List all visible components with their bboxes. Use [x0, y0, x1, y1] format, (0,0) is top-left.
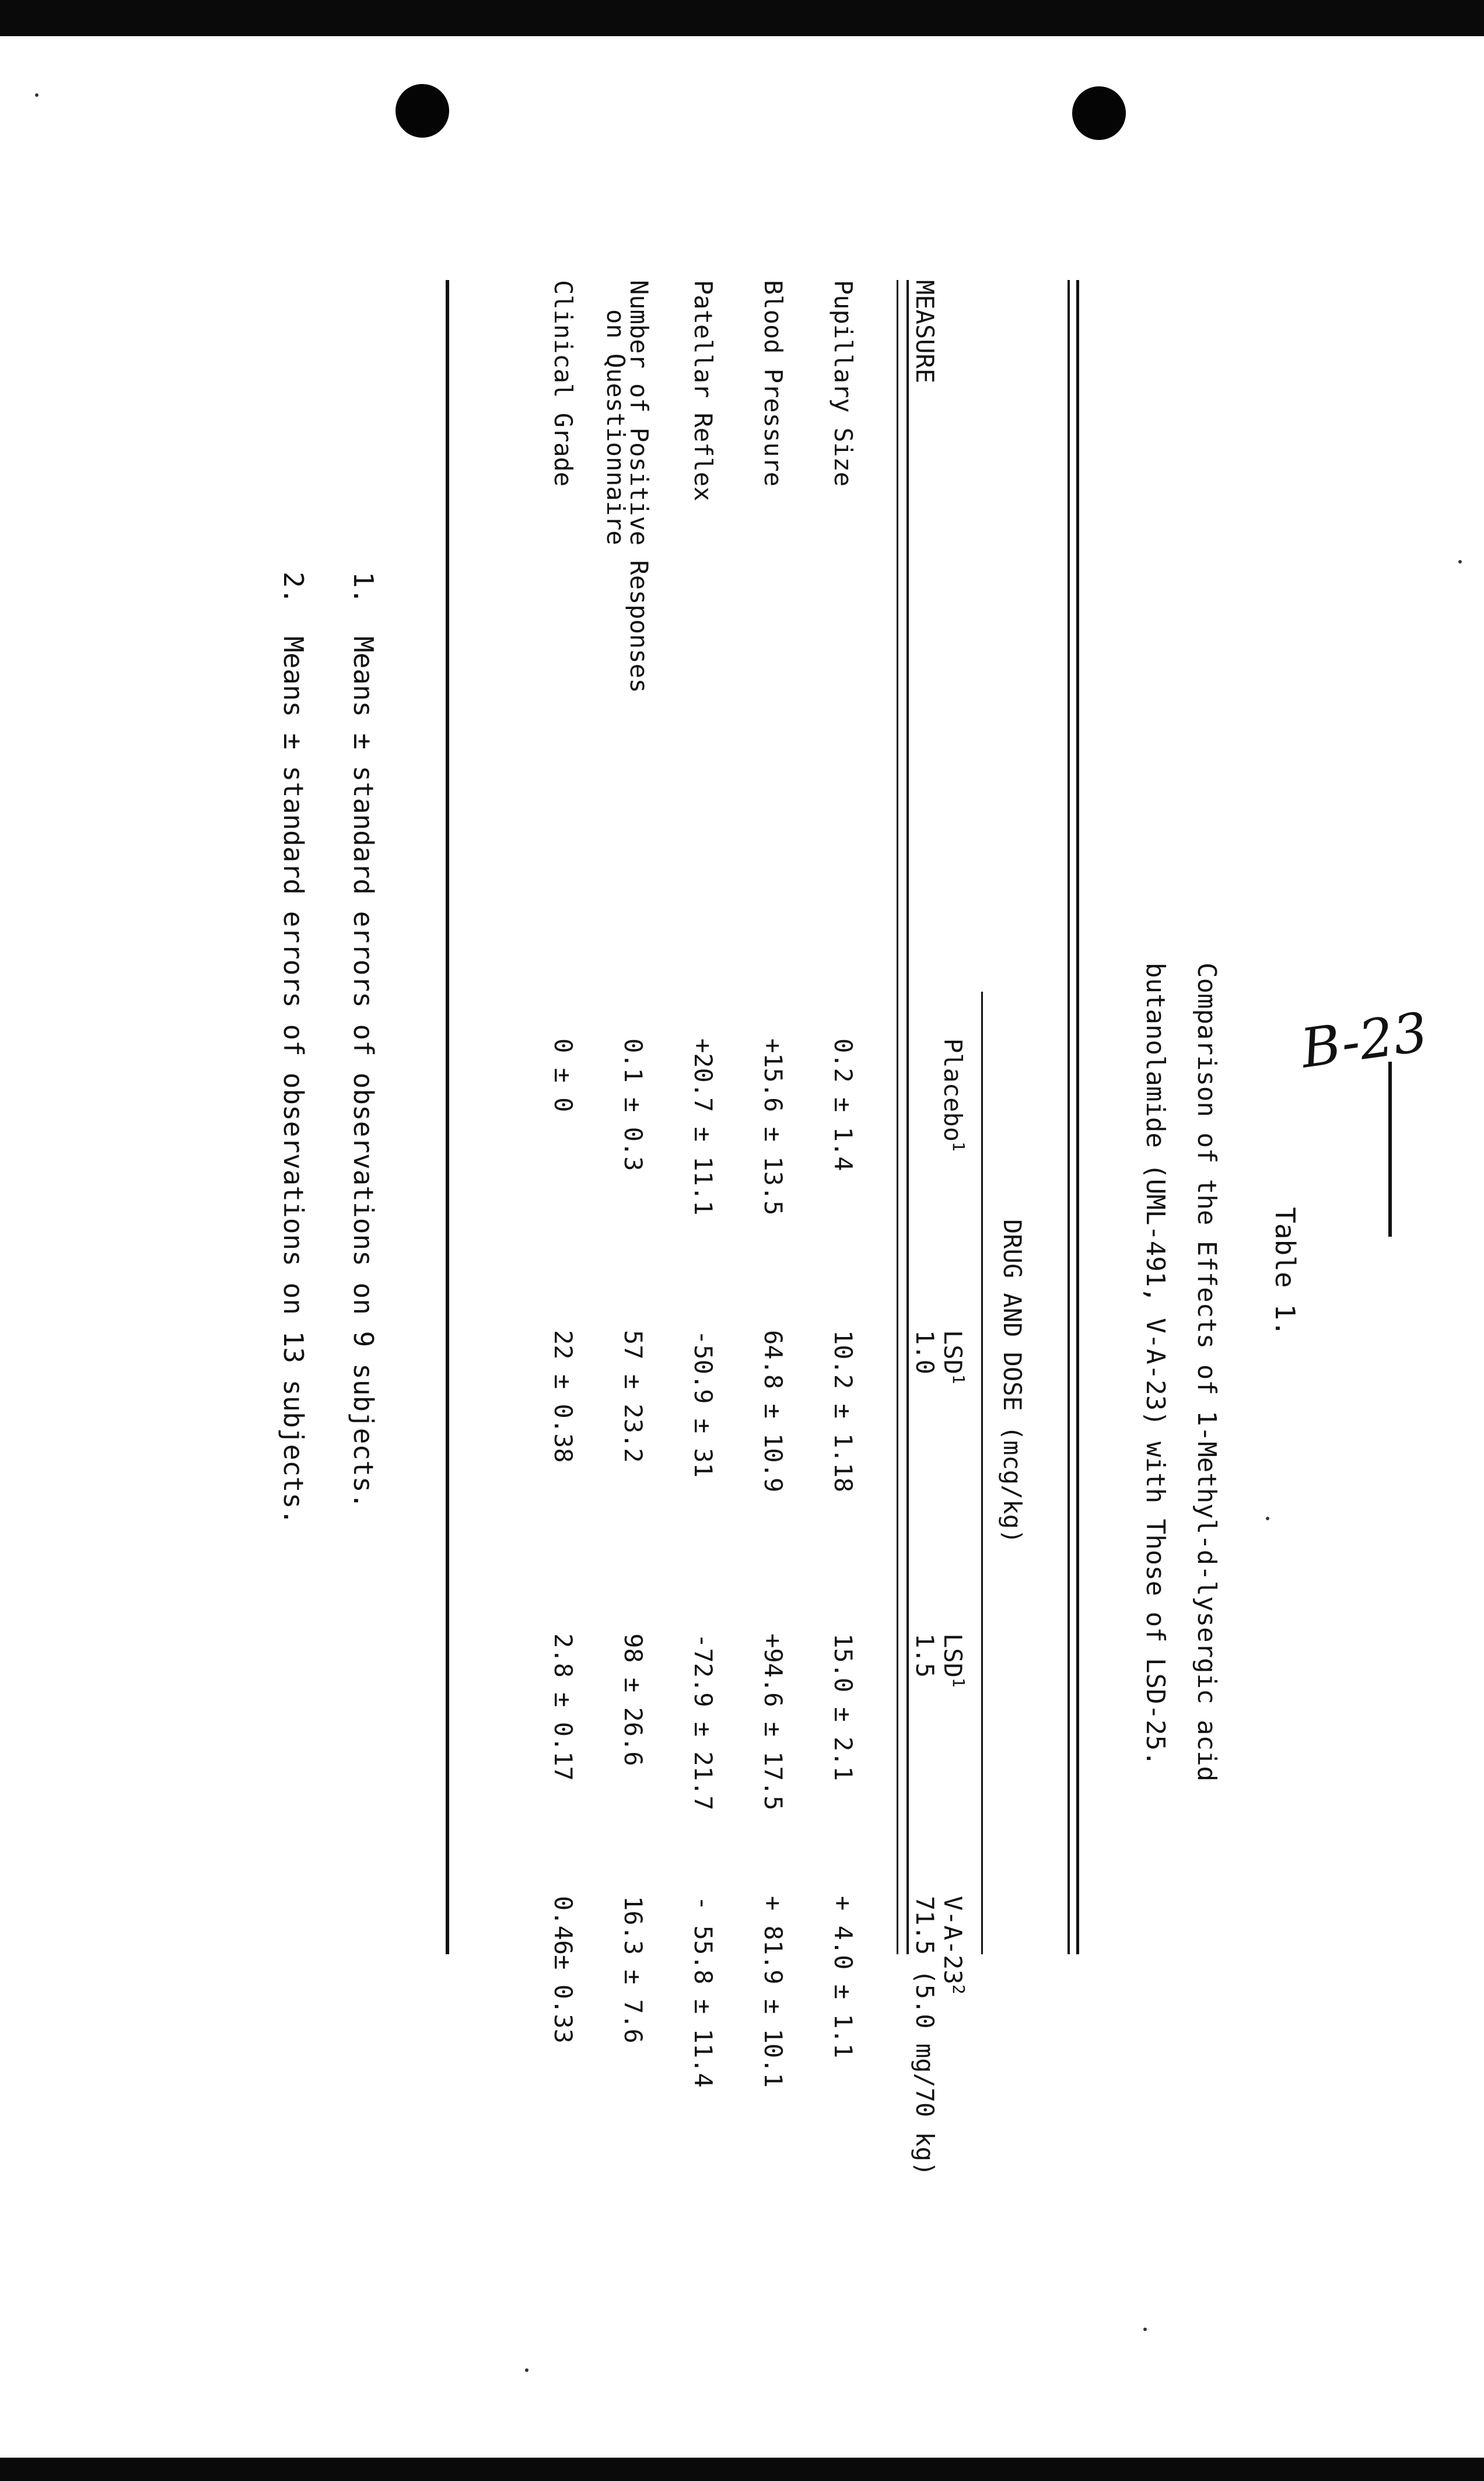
table-cell: 0.2 ± 1.4 — [829, 1038, 858, 1171]
scan-speck — [1458, 560, 1462, 564]
table-cell: 10.2 ± 1.18 — [829, 1330, 858, 1493]
table-row-measure: Blood Pressure — [759, 280, 788, 487]
rotated-document — [192, 193, 1301, 2351]
scan-bottom-border — [0, 2458, 1484, 2481]
header-underline — [907, 280, 909, 1954]
table-cell: 2.8 ± 0.17 — [549, 1633, 578, 1781]
table-row-measure: Pupillary Size — [829, 280, 858, 487]
table-cell: 15.0 ± 2.1 — [829, 1633, 858, 1781]
table-cell: 0.46± 0.33 — [549, 1896, 578, 2043]
table-title: Table 1. — [1269, 1207, 1301, 1336]
table-cell: 98 ± 26.6 — [619, 1633, 648, 1766]
col-header-placebo: Placebo$^1$ — [939, 1038, 968, 1152]
col-header-measure: MEASURE — [911, 280, 939, 384]
caption-line-1: Comparison of the Effects of 1-Methyl-d-lysergic acid — [1192, 963, 1222, 1782]
scan-speck — [35, 93, 38, 97]
footnote-1: 1. Means ± standard errors of observations on 9 subjects. — [348, 572, 379, 1509]
col-header-lsd-1-5-dose: 1.5 — [911, 1633, 939, 1678]
table-row-measure: Number of Positive Responses — [625, 280, 653, 694]
table-cell: 57 ± 23.2 — [619, 1330, 648, 1463]
table-cell: 0 ± 0 — [549, 1038, 578, 1112]
header-underline-inner — [897, 280, 898, 1954]
col-header-va23-dose: 71.5 (5.0 mg/70 kg) — [911, 1896, 939, 2176]
table-cell: 0.1 ± 0.3 — [619, 1038, 648, 1171]
scan-speck — [525, 2368, 528, 2372]
caption-line-2: butanolamide (UML-491, V-A-23) with Those of LSD-25. — [1140, 963, 1170, 1766]
group-header: DRUG AND DOSE (mcg/kg) — [998, 1219, 1027, 1544]
punch-hole — [396, 84, 449, 138]
scan-top-border — [0, 0, 1484, 36]
table-cell: +20.7 ± 11.1 — [689, 1038, 718, 1216]
col-header-va23: $V-A-23^2$ — [939, 1896, 968, 1994]
table-row-measure: Patellar Reflex — [689, 280, 718, 502]
table-top-rule — [1076, 280, 1079, 1954]
table-row-measure: Clinical Grade — [549, 280, 578, 487]
table-cell: - 55.8 ± 11.4 — [689, 1896, 718, 2088]
table-cell: + 4.0 ± 1.1 — [829, 1896, 858, 2059]
col-header-lsd-1-0-dose: 1.0 — [911, 1330, 939, 1374]
handwritten-page-mark: B-23 — [1297, 1000, 1432, 1080]
table-cell: -50.9 ± 31 — [689, 1330, 718, 1478]
table-caption — [1129, 963, 1232, 1782]
footnote-2: 2. Means ± standard errors of observations on 13 subjects. — [278, 572, 309, 1525]
table-cell: +15.6 ± 13.5 — [759, 1038, 788, 1216]
table-bottom-rule — [446, 280, 449, 1954]
table-cell: 22 ± 0.38 — [549, 1330, 578, 1463]
table-cell: 16.3 ± 7.6 — [619, 1896, 648, 2043]
col-header-lsd-1-5: LSD$^1$ — [939, 1633, 968, 1688]
table-cell: 64.8 ± 10.9 — [759, 1330, 788, 1493]
table-top-rule-inner — [1068, 280, 1070, 1954]
table-cell: +94.6 ± 17.5 — [759, 1633, 788, 1811]
table-cell: + 81.9 ± 10.1 — [759, 1896, 788, 2088]
table-cell: -72.9 ± 21.7 — [689, 1633, 718, 1811]
table-row-measure-line2: on Questionnaire — [601, 309, 630, 545]
punch-hole — [1072, 86, 1126, 140]
group-header-rule — [981, 992, 983, 1954]
edge-bracket-mark — [1388, 1062, 1438, 1237]
col-header-lsd-1-0: LSD$^1$ — [939, 1330, 968, 1384]
